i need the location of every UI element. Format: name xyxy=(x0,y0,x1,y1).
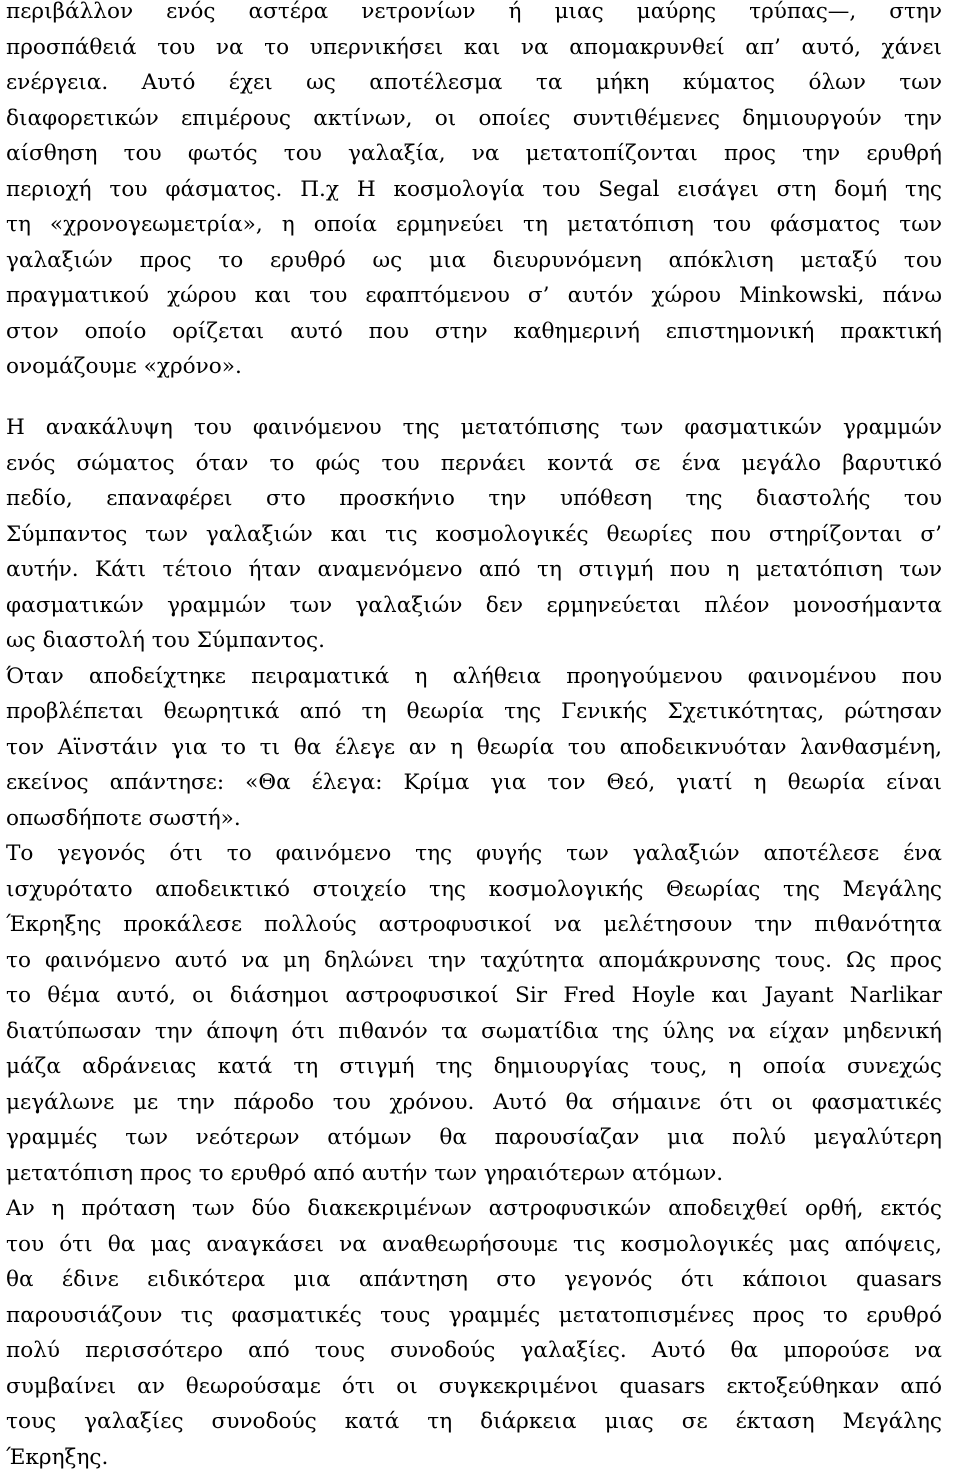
text-line: στον οποίο ορίζεται αυτό που στην καθημερινή επιστημονική πρακτική xyxy=(6,314,942,350)
text-line: Σύμπαντος των γαλαξιών και τις κοσμολογικές θεωρίες που στηρίζονται σ’ xyxy=(6,517,942,553)
text-line: προβλέπεται θεωρητικά από τη θεωρία της Γενικής Σχετικότητας, ρώτησαν xyxy=(6,694,942,730)
text-line: Έκρηξης προκάλεσε πολλούς αστροφυσικοί να μελέτησουν την πιθανότητα xyxy=(6,907,942,943)
text-line: ονομάζουμε «χρόνο». xyxy=(6,349,942,385)
text-line: αυτήν. Κάτι τέτοιο ήταν αναμενόμενο από τη στιγμή που η μετατόπιση των xyxy=(6,552,942,588)
text-line: διατύπωσαν την άποψη ότι πιθανόν τα σωματίδια της ύλης να είχαν μηδενική xyxy=(6,1014,942,1050)
text-line: συμβαίνει αν θεωρούσαμε ότι οι συγκεκριμένοι quasars εκτοξεύθηκαν από xyxy=(6,1369,942,1405)
text-line: πραγματικού χώρου και του εφαπτόμενου σ’ αυτόν χώρου Minkowski, πάνω xyxy=(6,278,942,314)
paragraph-spectral-shift-discussion xyxy=(6,410,942,1475)
text-line: ενός σώματος όταν το φώς του περνάει κοντά σε ένα μεγάλο βαρυτικό xyxy=(6,446,942,482)
text-line: εκείνος απάντησε: «Θα έλεγα: Κρίμα για τον Θεό, γιατί η θεωρία είναι xyxy=(6,765,942,801)
text-line: Το γεγονός ότι το φαινόμενο της φυγής των γαλαξιών αποτέλεσε ένα xyxy=(6,836,942,872)
text-line: μεγάλωνε με την πάροδο του χρόνου. Αυτό θα σήμαινε ότι οι φασματικές xyxy=(6,1085,942,1121)
text-line: το θέμα αυτό, οι διάσημοι αστροφυσικοί Sir Fred Hoyle και Jayant Narlikar xyxy=(6,978,942,1014)
text-line: μετατόπιση προς το ερυθρό από αυτήν των γηραιότερων ατόμων. xyxy=(6,1156,942,1192)
text-line: αίσθηση του φωτός του γαλαξία, να μετατοπίζονται προς την ερυθρή xyxy=(6,136,942,172)
text-line: γραμμές των νεότερων ατόμων θα παρουσίαζαν μια πολύ μεγαλύτερη xyxy=(6,1120,942,1156)
text-line: τον Αϊνστάιν για το τι θα έλεγε αν η θεωρία του αποδεικνυόταν λανθασμένη, xyxy=(6,730,942,766)
text-line: ενέργεια. Αυτό έχει ως αποτέλεσμα τα μήκη κύματος όλων των xyxy=(6,65,942,101)
text-line: προσπάθειά του να το υπερνικήσει και να απομακρυνθεί απ’ αυτό, χάνει xyxy=(6,30,942,66)
text-line: του ότι θα μας αναγκάσει να αναθεωρήσουμε τις κοσμολογικές μας απόψεις, xyxy=(6,1227,942,1263)
text-line: περιβάλλον ενός αστέρα νετρονίων ή μιας μαύρης τρύπας—, στην xyxy=(6,0,942,30)
text-line: μάζα αδράνειας κατά τη στιγμή της δημιουργίας τους, η οποία συνεχώς xyxy=(6,1049,942,1085)
text-line: θα έδινε ειδικότερα μια απάντηση στο γεγονός ότι κάποιοι quasars xyxy=(6,1262,942,1298)
text-line: οπωσδήποτε σωστή». xyxy=(6,801,942,837)
text-line: ισχυρότατο αποδεικτικό στοιχείο της κοσμολογικής Θεωρίας της Μεγάλης xyxy=(6,872,942,908)
text-line: Έκρηξης. xyxy=(6,1440,942,1475)
text-line: διαφορετικών επιμέρους ακτίνων, οι οποίες συντιθέμενες δημιουργούν την xyxy=(6,101,942,137)
text-line: το φαινόμενο αυτό να μη δηλώνει την ταχύτητα απομάκρυνσης τους. Ως προς xyxy=(6,943,942,979)
paragraph-segal-chronogeometry xyxy=(6,0,942,385)
text-line: γαλαξιών προς το ερυθρό ως μια διευρυνόμενη απόκλιση μεταξύ του xyxy=(6,243,942,279)
text-line: Όταν αποδείχτηκε πειραματικά η αλήθεια προηγούμενου φαινομένου που xyxy=(6,659,942,695)
text-line: Η ανακάλυψη του φαινόμενου της μετατόπισης των φασματικών γραμμών xyxy=(6,410,942,446)
text-line: Αν η πρόταση των δύο διακεκριμένων αστροφυσικών αποδειχθεί ορθή, εκτός xyxy=(6,1191,942,1227)
text-line: φασματικών γραμμών των γαλαξιών δεν ερμηνεύεται πλέον μονοσήμαντα xyxy=(6,588,942,624)
text-line: πεδίο, επαναφέρει στο προσκήνιο την υπόθεση της διαστολής του xyxy=(6,481,942,517)
text-line: πολύ περισσότερο από τους συνοδούς γαλαξίες. Αυτό θα μπορούσε να xyxy=(6,1333,942,1369)
text-line: περιοχή του φάσματος. Π.χ Η κοσμολογία του Segal εισάγει στη δομή της xyxy=(6,172,942,208)
text-line: ως διαστολή του Σύμπαντος. xyxy=(6,623,942,659)
text-line: παρουσιάζουν τις φασματικές τους γραμμές μετατοπισμένες προς το ερυθρό xyxy=(6,1298,942,1334)
text-line: τους γαλαξίες συνοδούς κατά τη διάρκεια μιας σε έκταση Μεγάλης xyxy=(6,1404,942,1440)
text-line: τη «χρονογεωμετρία», η οποία ερμηνεύει τη μετατόπιση του φάσματος των xyxy=(6,207,942,243)
